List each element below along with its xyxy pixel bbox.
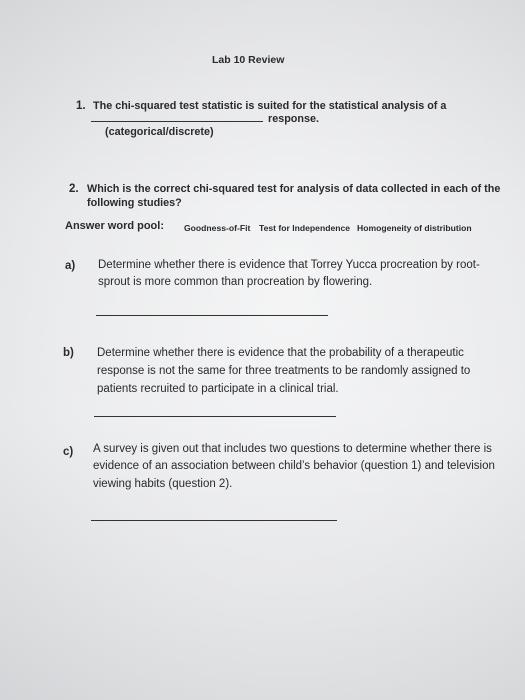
part-a-label: a) [65,260,76,272]
part-c-text-line-2: evidence of an association between child’s behavior (question 1) and television [93,460,495,472]
word-pool-item: Homogeneity of distribution [357,223,472,233]
question-1-trailing-text: response. [268,113,320,125]
word-pool-item: Goodness-of-Fit [184,223,251,233]
part-a-answer-blank[interactable] [96,315,328,316]
question-2-text-line-1: Which is the correct chi-squared test for analysis of data collected in each of the [87,183,501,195]
part-a-text-line-1: Determine whether there is evidence that Torrey Yucca procreation by root- [98,259,480,271]
question-1-text: The chi-squared test statistic is suited for the statistical analysis of a [93,100,447,112]
question-1-hint: (categorical/discrete) [105,126,214,138]
part-c-text-line-1: A survey is given out that includes two questions to determine whether there is [93,443,492,455]
part-c-answer-blank[interactable] [91,520,337,521]
part-b-label: b) [63,347,74,359]
part-b-text-line-2: response is not the same for three treatments to be randomly assigned to [97,365,471,377]
question-2-text-line-2: following studies? [87,197,182,209]
question-2-number: 2. [69,183,79,195]
page-title: Lab 10 Review [212,54,285,66]
part-b-text-line-3: patients recruited to participate in a clinical trial. [97,383,339,395]
part-c-label: c) [63,446,74,458]
part-c-text-line-3: viewing habits (question 2). [93,478,233,490]
word-pool-item: Test for Independence [259,223,351,233]
part-a-text-line-2: sprout is more common than procreation by flowering. [98,276,373,288]
part-b-answer-blank[interactable] [94,416,336,417]
question-1-answer-blank[interactable] [91,121,263,122]
word-pool-label: Answer word pool: [65,220,164,232]
question-1-number: 1. [76,100,86,112]
part-b-text-line-1: Determine whether there is evidence that the probability of a therapeutic [97,347,464,359]
